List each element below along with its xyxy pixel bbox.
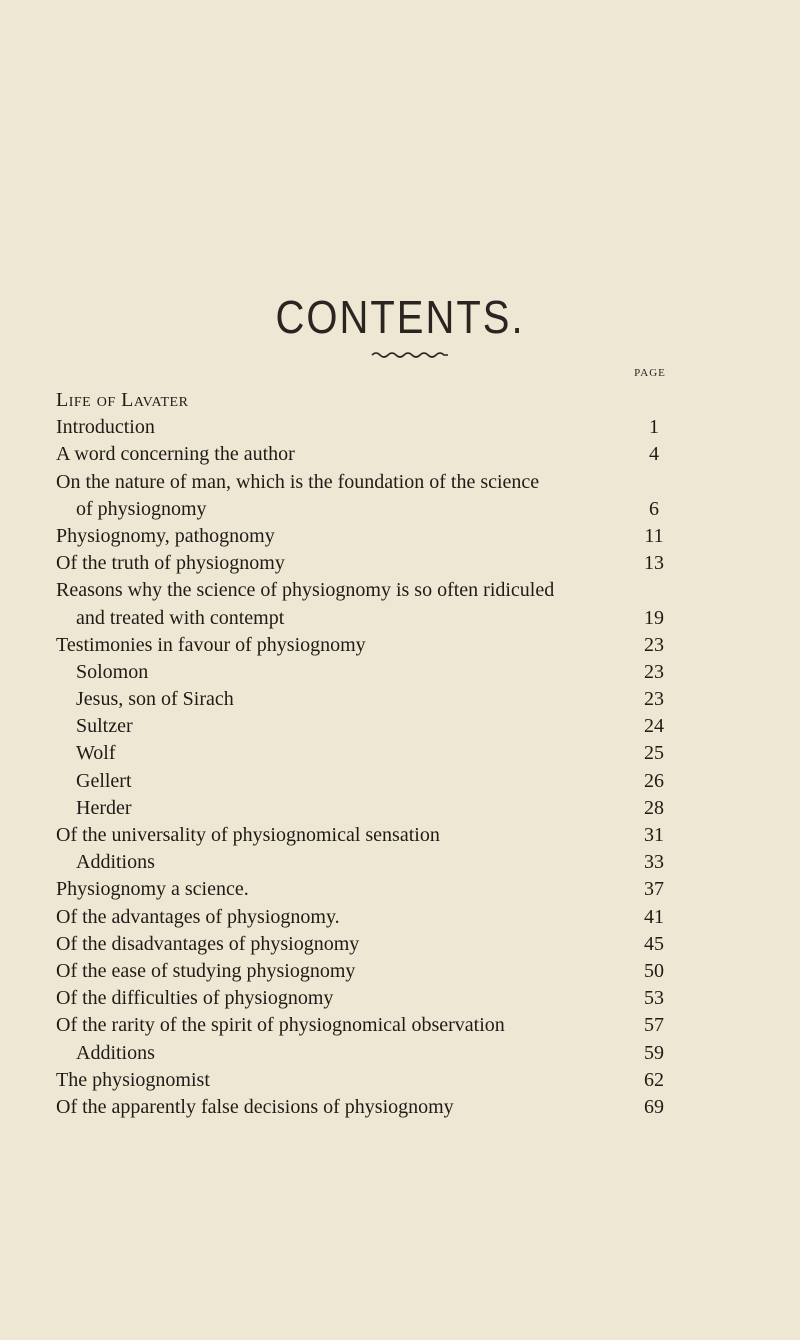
- toc-entry: [56, 550, 676, 577]
- toc-entry: [56, 931, 676, 958]
- toc-entry-page-number: 6: [649, 497, 659, 520]
- toc-entry: [56, 958, 676, 985]
- toc-entry: [56, 605, 676, 632]
- wavy-rule-ornament: [370, 350, 450, 360]
- toc-entry-title: Jesus, son of Sirach: [76, 688, 234, 711]
- toc-entry: [56, 1012, 676, 1039]
- toc-entry-title: Of the ease of studying physiognomy: [56, 959, 356, 982]
- toc-entry-title: Solomon: [76, 660, 149, 683]
- toc-entry: [56, 496, 676, 523]
- toc-entry-title: On the nature of man, which is the foundation of the science: [56, 470, 540, 493]
- toc-entry-page-number: 33: [644, 851, 664, 874]
- toc-entry-title: A word concerning the author: [56, 443, 295, 466]
- toc-entry-title: Additions: [76, 1041, 155, 1064]
- toc-entry-page-number: 23: [644, 660, 664, 683]
- toc-entry-page-number: 24: [644, 715, 664, 738]
- toc-entry: [56, 1040, 676, 1067]
- toc-entry-title: Additions: [76, 851, 155, 874]
- table-of-contents: [56, 387, 676, 1121]
- toc-entry-page-number: 62: [644, 1068, 664, 1091]
- toc-entry: [56, 876, 676, 903]
- toc-entry-page-number: 23: [644, 633, 664, 656]
- toc-entry-title: Gellert: [76, 769, 132, 792]
- toc-entry-page-number: 13: [644, 552, 664, 575]
- toc-entry-title: Of the disadvantages of physiognomy: [56, 932, 360, 955]
- toc-entry-title: Testimonies in favour of physiognomy: [56, 633, 366, 656]
- toc-entry: [56, 414, 676, 441]
- toc-entry: [56, 387, 676, 414]
- toc-entry-title: Physiognomy a science.: [56, 878, 249, 901]
- toc-entry-page-number: 37: [644, 878, 664, 901]
- toc-entry-title: Life of Lavater: [56, 389, 189, 411]
- toc-entry-title: Of the truth of physiognomy: [56, 552, 285, 575]
- toc-entry: [56, 822, 676, 849]
- toc-entry-page-number: 19: [644, 606, 664, 629]
- toc-entry: [56, 577, 676, 604]
- toc-entry-title: The physiognomist: [56, 1068, 210, 1091]
- toc-entry: [56, 1094, 676, 1121]
- toc-entry: [56, 795, 676, 822]
- toc-entry-title: Physiognomy, pathognomy: [56, 524, 275, 547]
- toc-entry-title: Of the universality of physiognomical sensation: [56, 824, 440, 846]
- toc-entry: [56, 1067, 676, 1094]
- toc-entry-page-number: 1: [649, 416, 659, 439]
- toc-entry: [56, 713, 676, 740]
- toc-entry-page-number: 57: [644, 1014, 664, 1037]
- toc-entry-title: Herder: [76, 796, 132, 819]
- toc-entry-page-number: 59: [644, 1041, 664, 1064]
- toc-entry-title: Sultzer: [76, 715, 133, 738]
- toc-entry: [56, 469, 676, 496]
- toc-entry-page-number: 11: [644, 524, 664, 547]
- toc-entry: [56, 441, 676, 468]
- toc-entry-title: Of the difficulties of physiognomy: [56, 987, 334, 1010]
- toc-entry: [56, 768, 676, 795]
- page-title: CONTENTS.: [275, 292, 525, 344]
- toc-entry-page-number: 41: [644, 905, 664, 928]
- toc-entry-title: Introduction: [56, 416, 155, 439]
- toc-entry-title: Of the advantages of physiognomy.: [56, 905, 340, 928]
- toc-entry: [56, 686, 676, 713]
- toc-entry-title: Of the rarity of the spirit of physiognomical observation: [56, 1014, 505, 1037]
- page-column-header: PAGE: [634, 367, 666, 379]
- toc-entry-page-number: 28: [644, 796, 664, 819]
- toc-entry-page-number: 50: [644, 959, 664, 982]
- toc-entry: [56, 904, 676, 931]
- toc-entry-page-number: 4: [649, 443, 659, 466]
- toc-entry-title: Of the apparently false decisions of physiognomy: [56, 1095, 454, 1118]
- toc-entry-page-number: 69: [644, 1095, 664, 1118]
- toc-entry-page-number: 26: [644, 769, 664, 792]
- toc-entry-page-number: 25: [644, 742, 664, 765]
- toc-entry-page-number: 23: [644, 688, 664, 711]
- toc-entry: [56, 849, 676, 876]
- toc-entry-page-number: 31: [644, 824, 664, 846]
- toc-entry-title: Wolf: [76, 742, 116, 765]
- toc-entry: [56, 659, 676, 686]
- toc-entry: [56, 985, 676, 1012]
- toc-entry: [56, 632, 676, 659]
- toc-entry-title: Reasons why the science of physiognomy is so often ridiculed: [56, 579, 555, 602]
- toc-entry: [56, 523, 676, 550]
- toc-entry-title: of physiognomy: [76, 497, 207, 520]
- toc-entry-page-number: 45: [644, 932, 664, 955]
- toc-entry-page-number: 53: [644, 987, 664, 1010]
- toc-entry-title: and treated with contempt: [76, 606, 285, 629]
- toc-entry: [56, 740, 676, 767]
